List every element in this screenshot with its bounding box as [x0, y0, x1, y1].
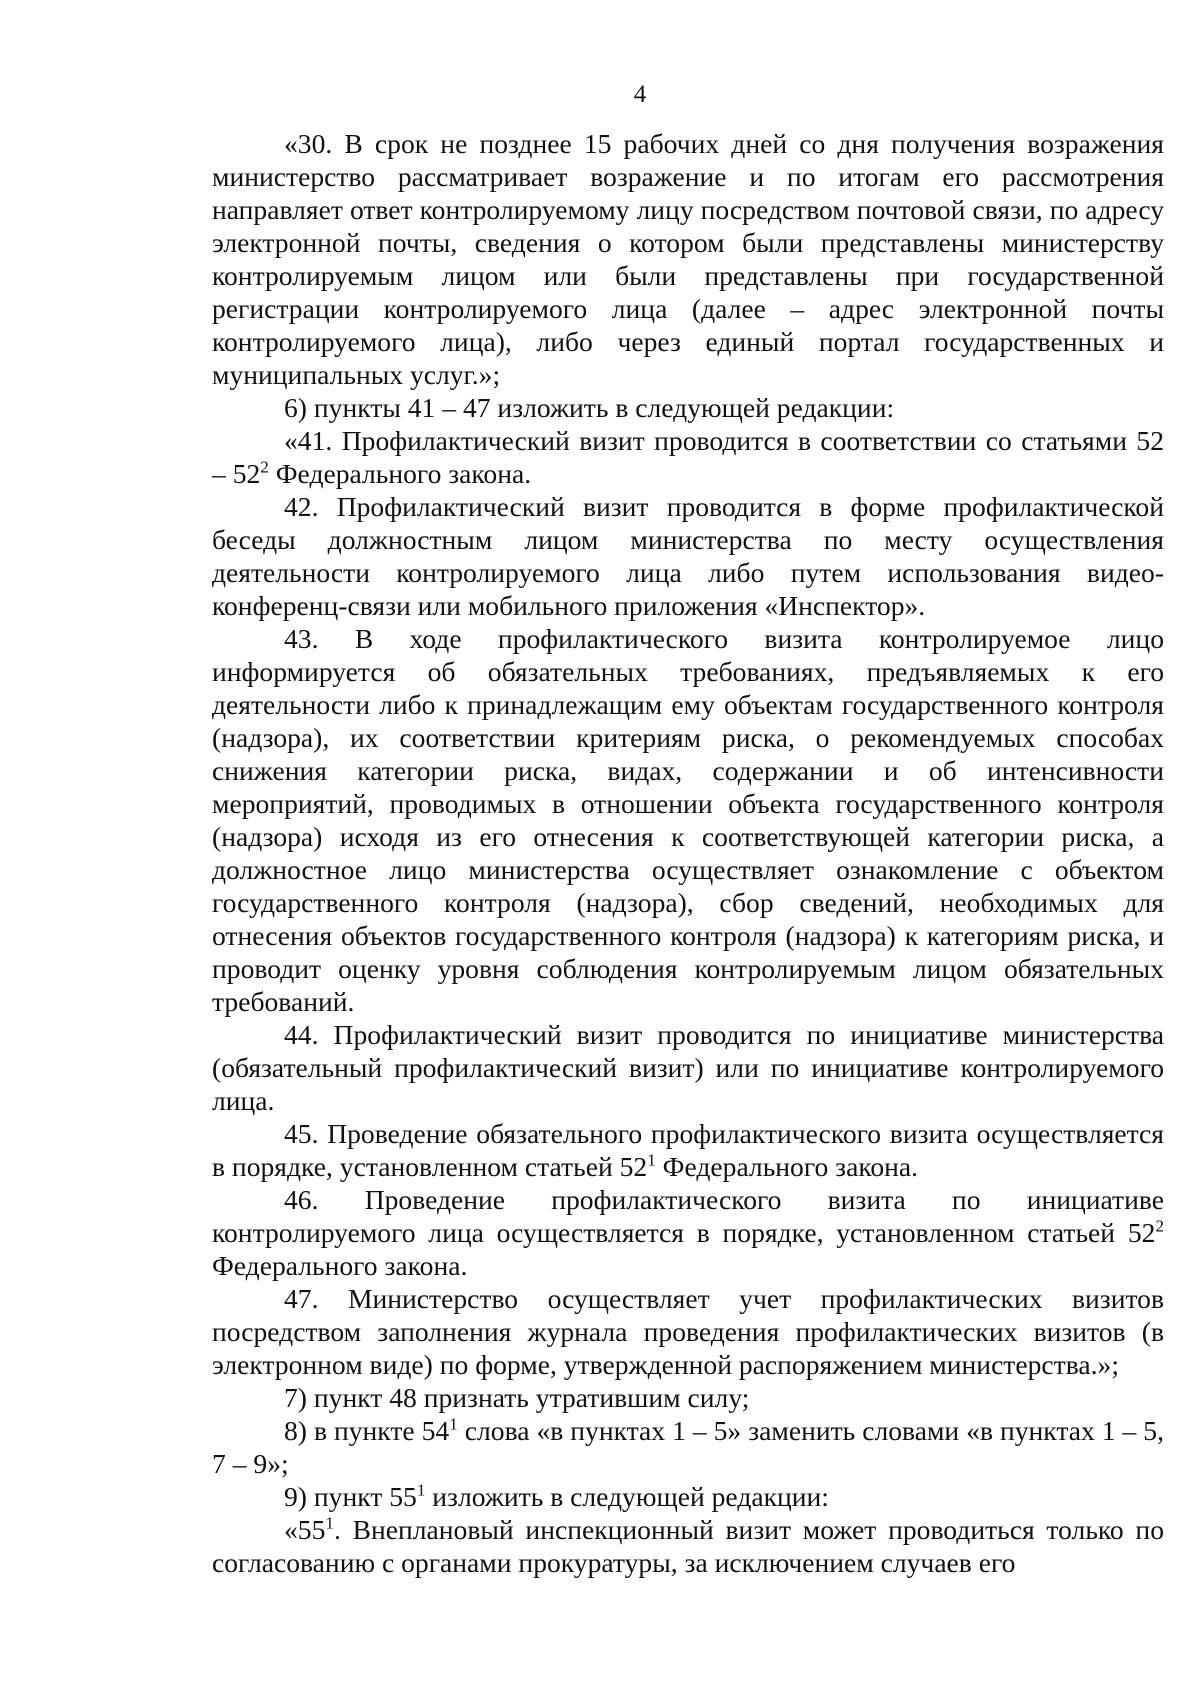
item-9-text-end: изложить в следующей редакции: [425, 1481, 829, 1512]
item-8-text: 8) в пункте 54 [284, 1415, 450, 1446]
paragraph-55-1 [212, 1513, 1164, 1579]
paragraph-41-text-end: Федерального закона. [268, 458, 532, 489]
paragraph-42: 42. Профилактический визит проводится в форме профилактической беседы должностным лицом министерства по месту осуществления деятельности контролируемого лица либо путем использования видео-конференц-связи или мобильного приложения «Инспектор». [212, 491, 1164, 621]
item-9-text: 9) пункт 55 [284, 1481, 417, 1512]
superscript: 2 [1155, 1216, 1164, 1236]
paragraph-45-text-end: Федерального закона. [655, 1151, 919, 1182]
paragraph-43: 43. В ходе профилактического визита контролируемое лицо информируется об обязательных требованиях, предъявляемых к его деятельности либо к принадлежащим ему объектам государственного контроля (надзора), их соответствии критериям риска, о рекомендуемых способах снижения категории риска, видах, содержании и об интенсивности мероприятий, проводимых в отношении объекта государственного контроля (надзора) исходя из его отнесения к соответствующей категории риска, а должностное лицо министерства осуществляет ознакомление с объектом государственного контроля (надзора), сбор сведений, необходимых для отнесения объектов государственного контроля (надзора) к категориям риска, и проводит оценку уровня соблюдения контролируемым лицом обязательных требований. [212, 623, 1164, 1017]
paragraph-55-1-text-end: . Внеплановый инспекционный визит может проводиться только по согласованию с органами прокуратуры, за исключением случаев его [212, 1514, 1164, 1578]
superscript: 2 [260, 457, 269, 477]
superscript: 1 [325, 1513, 334, 1533]
paragraph-41-text: «41. Профилактический визит проводится в соответствии со статьями 52 – 52 [212, 425, 1164, 489]
paragraph-45-text: 45. Проведение обязательного профилактического визита осуществляется в порядке, установленном статьей 52 [212, 1118, 1164, 1182]
item-8-text-end: слова «в пунктах 1 – 5» заменить словами «в пунктах 1 – 5, 7 – 9»; [212, 1415, 1165, 1479]
paragraph-46-text-end: Федерального закона. [212, 1250, 468, 1281]
item-6: 6) пункты 41 – 47 изложить в следующей редакции: [284, 392, 895, 423]
paragraph-46-text: 46. Проведение профилактического визита по инициативе контролируемого лица осуществляется в порядке, установленном статьей 52 [212, 1184, 1164, 1248]
paragraph-41 [212, 424, 1164, 490]
item-8 [212, 1414, 1164, 1480]
superscript: 1 [647, 1150, 656, 1170]
document-body [212, 127, 1164, 1579]
item-7: 7) пункт 48 признать утратившим силу; [284, 1382, 750, 1413]
item-9 [212, 1480, 1164, 1513]
paragraph-47: 47. Министерство осуществляет учет профилактических визитов посредством заполнения журнала проведения профилактических визитов (в электронном виде) по форме, утвержденной распоряжением министерства.»; [212, 1283, 1164, 1380]
superscript: 1 [416, 1480, 426, 1500]
paragraph-44: 44. Профилактический визит проводится по инициативе министерства (обязательный профилактический визит) или по инициативе контролируемого лица. [212, 1019, 1164, 1116]
paragraph-45 [212, 1117, 1164, 1183]
paragraph-55-1-text: «55 [284, 1514, 326, 1545]
page-number: 4 [633, 81, 647, 108]
paragraph-46 [212, 1183, 1164, 1282]
paragraph-30: «30. В срок не позднее 15 рабочих дней со дня получения возражения министерство рассматривает возражение и по итогам его рассмотрения направляет ответ контролируемому лицу посредством почтовой связи, по адресу электронной почты, сведения о котором были представлены министерству контролируемым лицом или были представлены при государственной регистрации контролируемого лица (далее – адрес электронной почты контролируемого лица), либо через единый портал государственных и муниципальных услуг.»; [212, 128, 1164, 390]
superscript: 1 [449, 1414, 458, 1434]
